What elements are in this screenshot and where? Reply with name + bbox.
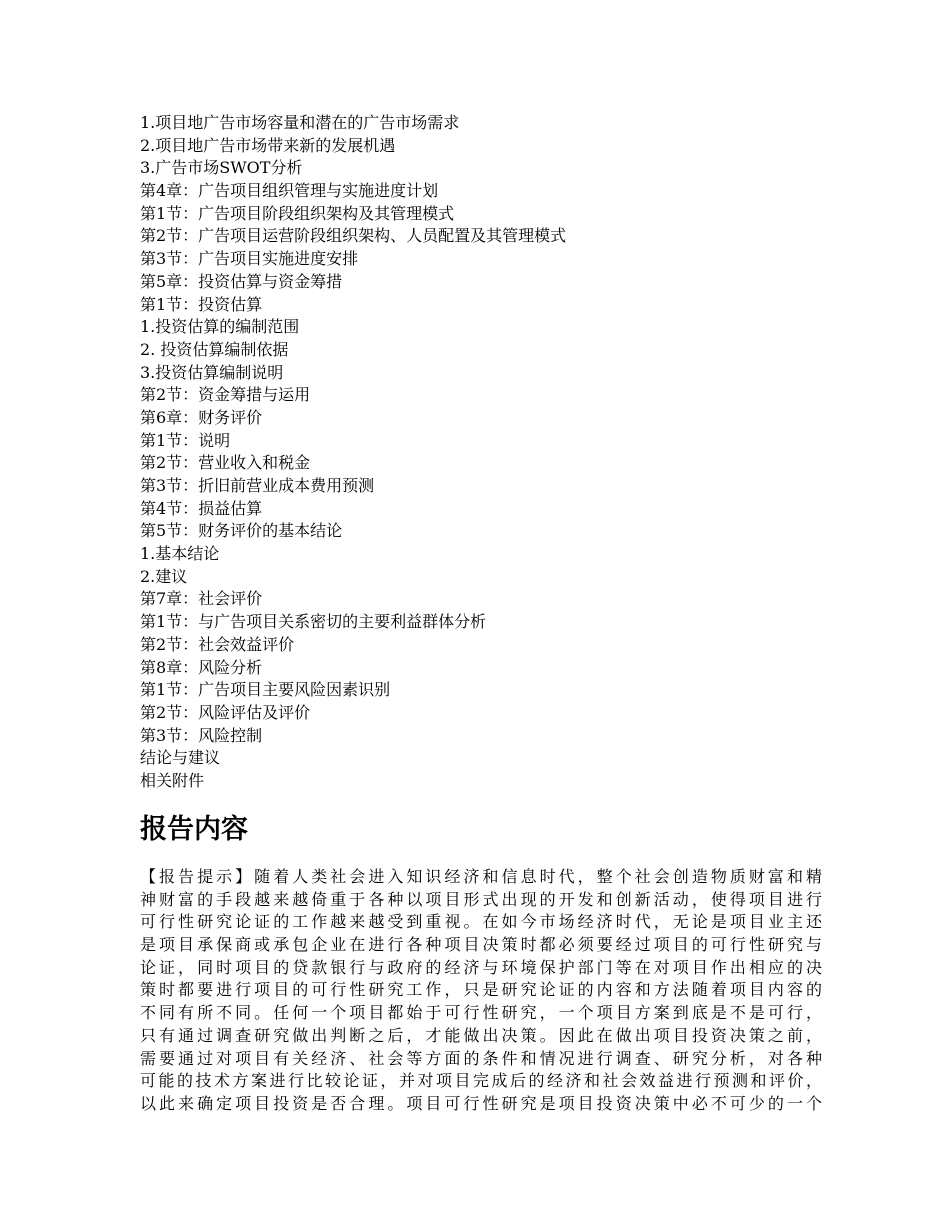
toc-chapter: 第4章：广告项目组织管理与实施进度计划 <box>140 181 439 201</box>
paragraph-line: 是项目承保商或承包企业在进行各种项目决策时都必须要经过项目的可行性研究与 <box>140 935 822 955</box>
toc-item: 3.投资估算编制说明 <box>140 362 284 382</box>
paragraph-line: 神财富的手段越来越倚重于各种以项目形式出现的开发和创新活动，使得项目进行 <box>140 889 822 909</box>
toc-item: 相关附件 <box>140 770 205 790</box>
toc-section: 第2节：广告项目运营阶段组织架构、人员配置及其管理模式 <box>140 226 567 246</box>
toc-item: 1.基本结论 <box>140 544 220 564</box>
paragraph-line: 不同有所不同。任何一个项目都始于可行性研究，一个项目方案到底是不是可行， <box>140 1003 822 1023</box>
toc-section: 第1节：广告项目主要风险因素识别 <box>140 680 391 700</box>
paragraph-line: 以此来确定项目投资是否合理。项目可行性研究是项目投资决策中必不可少的一个 <box>140 1093 822 1113</box>
paragraph-line: 策时都要进行项目的可行性研究工作，只是研究论证的内容和方法随着项目内容的 <box>140 980 822 1000</box>
toc-section: 第1节：投资估算 <box>140 294 263 314</box>
toc-item: 1.投资估算的编制范围 <box>140 317 300 337</box>
toc-section: 第3节：风险控制 <box>140 725 263 745</box>
toc-item: 3.广告市场SWOT分析 <box>140 158 303 178</box>
toc-item: 结论与建议 <box>140 748 221 768</box>
report-paragraph <box>140 866 822 1116</box>
table-of-contents <box>140 112 840 793</box>
toc-section: 第2节：风险评估及评价 <box>140 702 311 722</box>
toc-section: 第3节：折旧前营业成本费用预测 <box>140 476 375 495</box>
paragraph-line: 需要通过对项目有关经济、社会等方面的条件和情况进行调查、研究分析，对各种 <box>140 1048 822 1068</box>
toc-section: 第1节：说明 <box>140 430 231 450</box>
toc-section: 第5节：财务评价的基本结论 <box>140 521 343 541</box>
paragraph-line: 论证，同时项目的贷款银行与政府的经济与环境保护部门等在对项目作出相应的决 <box>140 957 822 977</box>
toc-section: 第1节：与广告项目关系密切的主要利益群体分析 <box>140 612 487 632</box>
toc-chapter: 第8章：风险分析 <box>140 657 263 677</box>
toc-section: 第1节：广告项目阶段组织架构及其管理模式 <box>140 203 455 223</box>
toc-item: 2.建议 <box>140 566 188 586</box>
paragraph-line: 可能的技术方案进行比较论证，并对项目完成后的经济和社会效益进行预测和评价， <box>140 1071 822 1091</box>
paragraph-line: 只有通过调查研究做出判断之后，才能做出决策。因此在做出项目投资决策之前， <box>140 1025 822 1045</box>
report-content-heading: 报告内容 <box>140 814 248 845</box>
toc-chapter: 第7章：社会评价 <box>140 589 263 609</box>
toc-chapter: 第5章：投资估算与资金筹措 <box>140 271 343 291</box>
toc-section: 第2节：营业收入和税金 <box>140 453 311 473</box>
toc-chapter: 第6章：财务评价 <box>140 407 263 427</box>
toc-item: 1.项目地广告市场容量和潜在的广告市场需求 <box>140 113 460 132</box>
toc-item: 2.项目地广告市场带来新的发展机遇 <box>140 135 396 155</box>
toc-section: 第3节：广告项目实施进度安排 <box>140 249 359 269</box>
toc-item: 2. 投资估算编制依据 <box>140 339 289 359</box>
paragraph-line: 可行性研究论证的工作越来越受到重视。在如今市场经济时代，无论是项目业主还 <box>140 912 822 932</box>
toc-section: 第2节：社会效益评价 <box>140 634 295 654</box>
paragraph-line: 【报告提示】随着人类社会进入知识经济和信息时代，整个社会创造物质财富和精 <box>140 867 822 886</box>
toc-section: 第4节：损益估算 <box>140 498 263 518</box>
toc-section: 第2节：资金筹措与运用 <box>140 385 311 405</box>
